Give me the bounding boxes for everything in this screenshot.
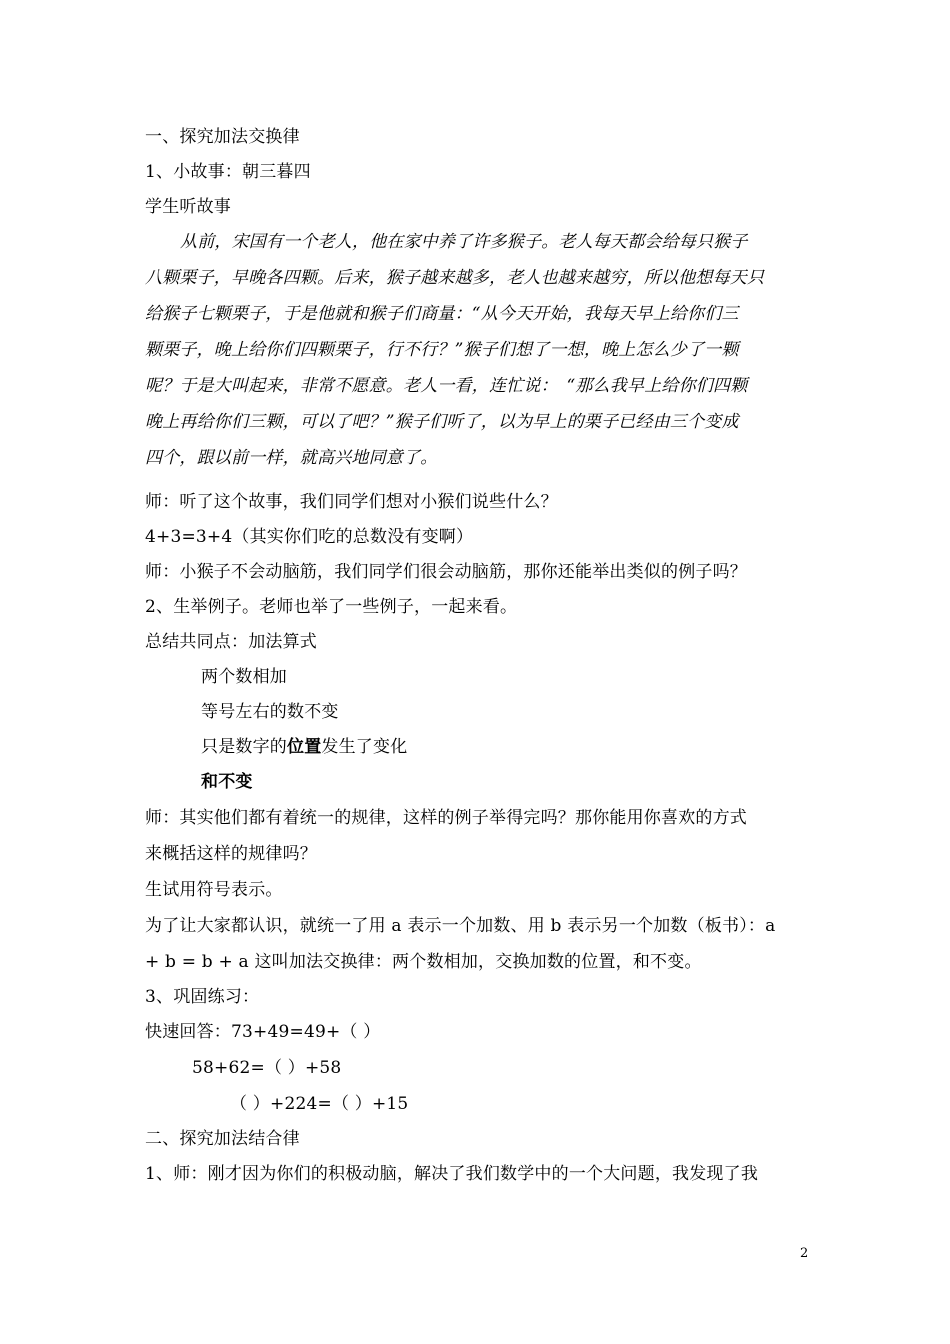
item-story-title: 1、小故事：朝三暮四 <box>145 162 311 182</box>
teacher-question-3-cont: 来概括这样的规律吗？ <box>145 844 317 864</box>
teacher-question-2: 师：小猴子不会动脑筋，我们同学们很会动脑筋，那你还能举出类似的例子吗？ <box>145 562 747 582</box>
exercise-line: （ ）+224=（ ）+15 <box>230 1094 409 1114</box>
section-heading-1: 一、探究加法交换律 <box>145 127 300 147</box>
story-line: 晚上再给你们三颗，可以了吧？”猴子们听了，以为早上的栗子已经由三个变成 <box>145 412 739 432</box>
story-line: 呢？于是大叫起来，非常不愿意。老人一看，连忙说： “那么我早上给你们四颗 <box>145 376 748 396</box>
summary-point: 等号左右的数不变 <box>201 702 339 722</box>
teacher-question-3: 师：其实他们都有着统一的规律，这样的例子举得完吗？那你能用你喜欢的方式 <box>145 808 747 828</box>
summary-line: 总结共同点：加法算式 <box>145 632 317 652</box>
point-text: 发生了变化 <box>321 737 408 757</box>
teacher-intro-line: 1、师：刚才因为你们的积极动脑，解决了我们数学中的一个大问题，我发现了我 <box>145 1164 759 1184</box>
page-number: 2 <box>800 1246 809 1261</box>
item-examples: 2、生举例子。老师也举了一些例子，一起来看。 <box>145 597 518 617</box>
point-text: 只是数字的 <box>201 737 287 757</box>
listen-line: 学生听故事 <box>145 197 231 217</box>
student-try-line: 生试用符号表示。 <box>145 880 283 900</box>
summary-point: 两个数相加 <box>201 667 287 687</box>
exercise-line: 快速回答：73+49=49+（ ） <box>145 1022 381 1042</box>
story-line: 四个，跟以前一样，就高兴地同意了。 <box>145 448 438 468</box>
equation-line: 4+3=3+4（其实你们吃的总数没有变啊） <box>145 527 474 547</box>
story-line: 从前，宋国有一个老人，他在家中养了许多猴子。老人每天都会给每只猴子 <box>180 232 748 252</box>
teacher-question-1: 师：听了这个故事，我们同学们想对小猴们说些什么？ <box>145 492 558 512</box>
point-emphasis: 位置 <box>287 737 322 757</box>
unify-line: 为了让大家都认识，就统一了用 a 表示一个加数、用 b 表示另一个加数（板书）：a <box>145 916 776 936</box>
item-practice: 3、巩固练习： <box>145 987 260 1007</box>
story-line: 八颗栗子，早晚各四颗。后来，猴子越来越多，老人也越来越穷，所以他想每天只 <box>145 268 765 288</box>
story-line: 颗栗子，晚上给你们四颗栗子，行不行？”猴子们想了一想，晚上怎么少了一颗 <box>145 340 739 360</box>
summary-point <box>201 735 407 759</box>
unify-line-cont: + b = b + a 这叫加法交换律：两个数相加，交换加数的位置，和不变。 <box>145 952 702 972</box>
exercise-line: 58+62=（ ）+58 <box>192 1058 342 1078</box>
section-heading-2: 二、探究加法结合律 <box>145 1129 300 1149</box>
summary-point: 和不变 <box>201 772 253 792</box>
story-line: 给猴子七颗栗子，于是他就和猴子们商量：“从今天开始，我每天早上给你们三 <box>145 304 739 324</box>
